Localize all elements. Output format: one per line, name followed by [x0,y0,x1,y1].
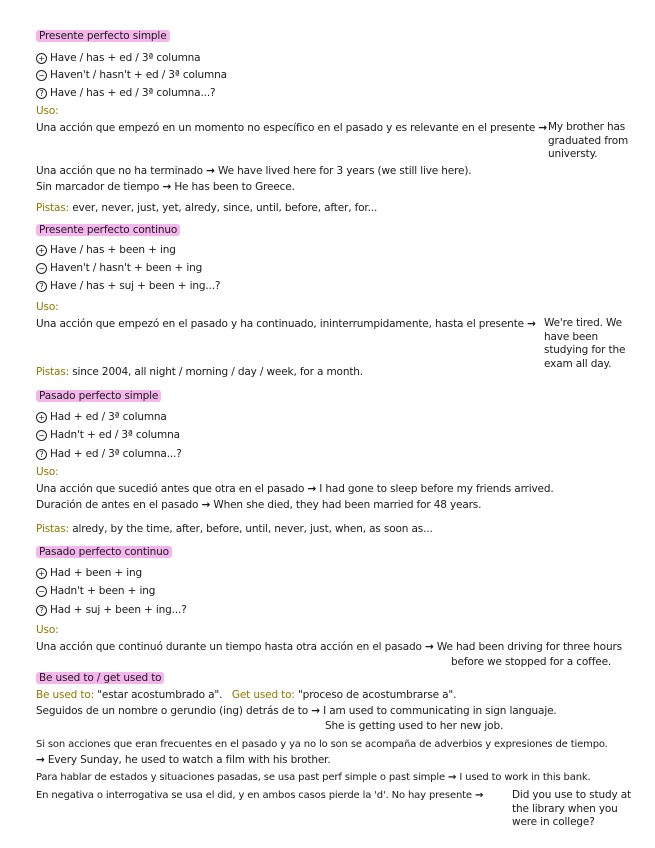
uso-label: Uso: [36,105,59,117]
question-rule: ? Had + suj + been + ing...? [36,603,187,617]
definitions-line: Be used to: "estar acostumbrado a". Get used to: "proceso de acostumbrarse a". [36,689,457,701]
section-title-presente-perfecto-continuo: Presente perfecto continuo [36,223,180,237]
usage-example: My brother has graduated from universty. [548,121,629,160]
question-circle-icon: ? [36,605,47,616]
arrow-right-icon: → [206,165,215,177]
arrow-right-icon: → [307,483,317,495]
negative-rule: − Haven't / hasn't + been + ing [36,261,202,275]
affirmative-rule: + Had + been + ing [36,566,142,580]
arrow-right-icon: → [538,122,548,134]
usage-text: Una acción que empezó en un momento no específico en el pasado y es relevante en el presente → [36,122,548,134]
minus-circle-icon: − [36,586,47,597]
question-rule: ? Have / has + suj + been + ing...? [36,279,220,293]
minus-circle-icon: − [36,430,47,441]
usage-example: → Every Sunday, he used to watch a film with his brother. [36,754,331,766]
section-title-be-used-to: Be used to / get used to [36,671,164,685]
usage-text: Una acción que continuó durante un tiempo hasta otra acción en el pasado → We had been driving for three hours [36,641,622,653]
question-circle-icon: ? [36,281,47,292]
affirmative-rule: + Have / has + ed / 3ª columna [36,51,200,65]
question-rule: ? Have / has + ed / 3ª columna...? [36,86,215,100]
question-circle-icon: ? [36,449,47,460]
negative-rule: − Haven't / hasn't + ed / 3ª columna [36,68,227,82]
usage-text: Para hablar de estados y situaciones pasadas, se usa past perf simple o past simple → I used to work in this bank. [36,772,591,783]
negative-rule: − Hadn't + been + ing [36,584,155,598]
minus-circle-icon: − [36,263,47,274]
section-title-presente-perfecto-simple: Presente perfecto simple [36,29,170,43]
usage-text: Sin marcador de tiempo → He has been to Greece. [36,181,295,193]
usage-text: Una acción que empezó en el pasado y ha continuado, ininterrumpidamente, hasta el presente → [36,318,536,330]
uso-label: Uso: [36,301,59,313]
pistas-line: Pistas: alredy, by the time, after, before, until, never, just, when, as soon as... [36,523,433,535]
usage-example: before we stopped for a coffee. [451,656,612,668]
affirmative-rule: + Have / has + been + ing [36,243,176,257]
pistas-line: Pistas: ever, never, just, yet, alredy, since, until, before, after, for... [36,202,378,214]
section-title-pasado-perfecto-simple: Pasado perfecto simple [36,389,161,403]
usage-text: Seguidos de un nombre o gerundio (ing) detrás de to → I am used to communicating in sign languaje. [36,705,557,717]
arrow-right-icon: → [474,790,484,801]
arrow-right-icon: → [425,641,434,653]
affirmative-rule: + Had + ed / 3ª columna [36,410,167,424]
section-title-pasado-perfecto-continuo: Pasado perfecto continuo [36,545,172,559]
usage-example: Did you use to study at the library when you were in college? [512,789,631,828]
arrow-right-icon: → [527,318,536,330]
plus-circle-icon: + [36,53,47,64]
plus-circle-icon: + [36,412,47,423]
usage-text: Una acción que no ha terminado → We have lived here for 3 years (we still live here). [36,165,472,177]
minus-circle-icon: − [36,70,47,81]
question-rule: ? Had + ed / 3ª columna...? [36,447,182,461]
pistas-line: Pistas: since 2004, all night / morning / day / week, for a month. [36,366,363,378]
usage-example: We're tired. We have been studying for the exam all day. [544,317,626,370]
arrow-right-icon: → [448,772,457,783]
arrow-right-icon: → [311,705,320,717]
usage-text: Duración de antes en el pasado → When she died, they had been married for 48 years. [36,499,482,511]
plus-circle-icon: + [36,568,47,579]
question-circle-icon: ? [36,88,47,99]
usage-text: Una acción que sucedió antes que otra en el pasado → I had gone to sleep before my friends arrived. [36,483,554,495]
arrow-right-icon: → [36,754,45,766]
negative-rule: − Hadn't + ed / 3ª columna [36,428,180,442]
arrow-right-icon: → [201,499,211,511]
plus-circle-icon: + [36,245,47,256]
uso-label: Uso: [36,624,59,636]
usage-text: Si son acciones que eran frecuentes en el pasado y ya no lo son se acompaña de adverbios y expresiones de tiempo. [36,739,608,750]
usage-example: She is getting used to her new job. [325,720,504,732]
arrow-right-icon: → [162,181,172,193]
usage-text: En negativa o interrogativa se usa el did, y en ambos casos pierde la 'd'. No hay presente → [36,790,484,801]
uso-label: Uso: [36,466,59,478]
